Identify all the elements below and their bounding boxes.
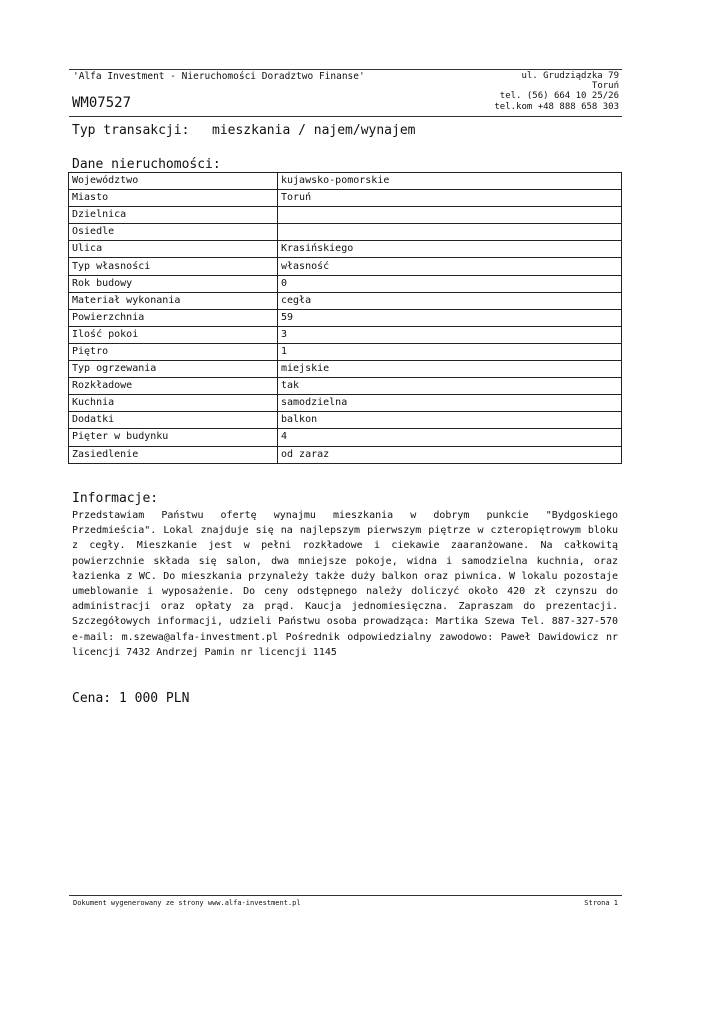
property-value: tak bbox=[278, 378, 622, 395]
property-value: 0 bbox=[278, 275, 622, 292]
transaction-label: Typ transakcji: bbox=[72, 123, 190, 138]
property-label: Osiedle bbox=[69, 224, 278, 241]
property-value: miejskie bbox=[278, 361, 622, 378]
property-value: od zaraz bbox=[278, 446, 622, 463]
offer-id: WM07527 bbox=[72, 95, 132, 111]
table-row bbox=[69, 207, 622, 224]
property-heading: Dane nieruchomości: bbox=[72, 157, 221, 172]
footer-page-number: Strona 1 bbox=[584, 899, 618, 907]
property-value: balkon bbox=[278, 412, 622, 429]
property-value bbox=[278, 207, 622, 224]
table-row bbox=[69, 190, 622, 207]
property-label: Rozkładowe bbox=[69, 378, 278, 395]
property-value: własność bbox=[278, 258, 622, 275]
table-row bbox=[69, 241, 622, 258]
footer-rule bbox=[69, 895, 622, 896]
address-line: ul. Grudziądzka 79 bbox=[521, 71, 619, 81]
table-row bbox=[69, 361, 622, 378]
table-row bbox=[69, 224, 622, 241]
address-line: tel.kom +48 888 658 303 bbox=[494, 101, 619, 112]
property-label: Dzielnica bbox=[69, 207, 278, 224]
property-value bbox=[278, 224, 622, 241]
property-value: 59 bbox=[278, 309, 622, 326]
address-line: tel. (56) 664 10 25/26 bbox=[499, 91, 619, 102]
property-label: Powierzchnia bbox=[69, 309, 278, 326]
property-label: Piętro bbox=[69, 343, 278, 360]
table-row bbox=[69, 173, 622, 190]
property-value: Krasińskiego bbox=[278, 241, 622, 258]
property-value: Toruń bbox=[278, 190, 622, 207]
property-label: Rok budowy bbox=[69, 275, 278, 292]
property-label: Typ ogrzewania bbox=[69, 361, 278, 378]
property-label: Kuchnia bbox=[69, 395, 278, 412]
company-name: 'Alfa Investment - Nieruchomości Doradztwo Finanse' bbox=[73, 71, 365, 82]
property-label: Pięter w budynku bbox=[69, 429, 278, 446]
property-label: Ilość pokoi bbox=[69, 326, 278, 343]
header-bottom-rule bbox=[69, 116, 622, 117]
price: Cena: 1 000 PLN bbox=[72, 691, 190, 706]
property-value: samodzielna bbox=[278, 395, 622, 412]
property-value: cegła bbox=[278, 292, 622, 309]
info-heading: Informacje: bbox=[72, 491, 159, 506]
property-label: Ulica bbox=[69, 241, 278, 258]
table-row bbox=[69, 275, 622, 292]
property-label: Województwo bbox=[69, 173, 278, 190]
table-row bbox=[69, 326, 622, 343]
table-row bbox=[69, 378, 622, 395]
table-row bbox=[69, 258, 622, 275]
property-value: 3 bbox=[278, 326, 622, 343]
footer-source: Dokument wygenerowany ze strony www.alfa-investment.pl bbox=[73, 899, 301, 907]
table-row bbox=[69, 292, 622, 309]
header-top-rule bbox=[69, 69, 622, 70]
property-label: Dodatki bbox=[69, 412, 278, 429]
address-line: Toruń bbox=[591, 81, 619, 92]
property-value: kujawsko-pomorskie bbox=[278, 173, 622, 190]
property-table bbox=[68, 172, 622, 464]
table-row bbox=[69, 412, 622, 429]
property-value: 4 bbox=[278, 429, 622, 446]
table-row bbox=[69, 343, 622, 360]
property-label: Materiał wykonania bbox=[69, 292, 278, 309]
property-label: Zasiedlenie bbox=[69, 446, 278, 463]
info-description: Przedstawiam Państwu ofertę wynajmu mieszkania w dobrym punkcie "Bydgoskiego Przedmieścia". Lokal znajduje się na najlepszym pierwszym piętrze w czteropiętrowym bloku z cegły. Mieszkanie jest w pełni rozkładowe i ciekawie zaaranżowane. Na całkowitą powierzchnie składa się salon, dwa mniejsze pokoje, widna i samodzielna kuchnia, oraz łazienka z WC. Do mieszkania przynależy także duży balkon oraz piwnica. W lokalu pozostaje umeblowanie i wyposażenie. Do ceny odstępnego należy doliczyć około 420 zł czynszu do administracji oraz opłaty za prąd. Kaucja jednomiesięczna. Zapraszam do prezentacji. Szczegółowych informacji, udzieli Państwu osoba prowadząca: Martika Szewa Tel. 887-327-570 e-mail: m.szewa@alfa-investment.pl Pośrednik odpowiedzialny zawodowo: Paweł Dawidowicz nr licencji 7432 Andrzej Pamin nr licencji 1145 bbox=[72, 510, 618, 658]
company-address bbox=[494, 71, 619, 112]
table-row bbox=[69, 309, 622, 326]
property-value: 1 bbox=[278, 343, 622, 360]
transaction-value: mieszkania / najem/wynajem bbox=[212, 123, 416, 138]
table-row bbox=[69, 429, 622, 446]
table-row bbox=[69, 446, 622, 463]
table-row bbox=[69, 395, 622, 412]
property-label: Typ własności bbox=[69, 258, 278, 275]
property-label: Miasto bbox=[69, 190, 278, 207]
